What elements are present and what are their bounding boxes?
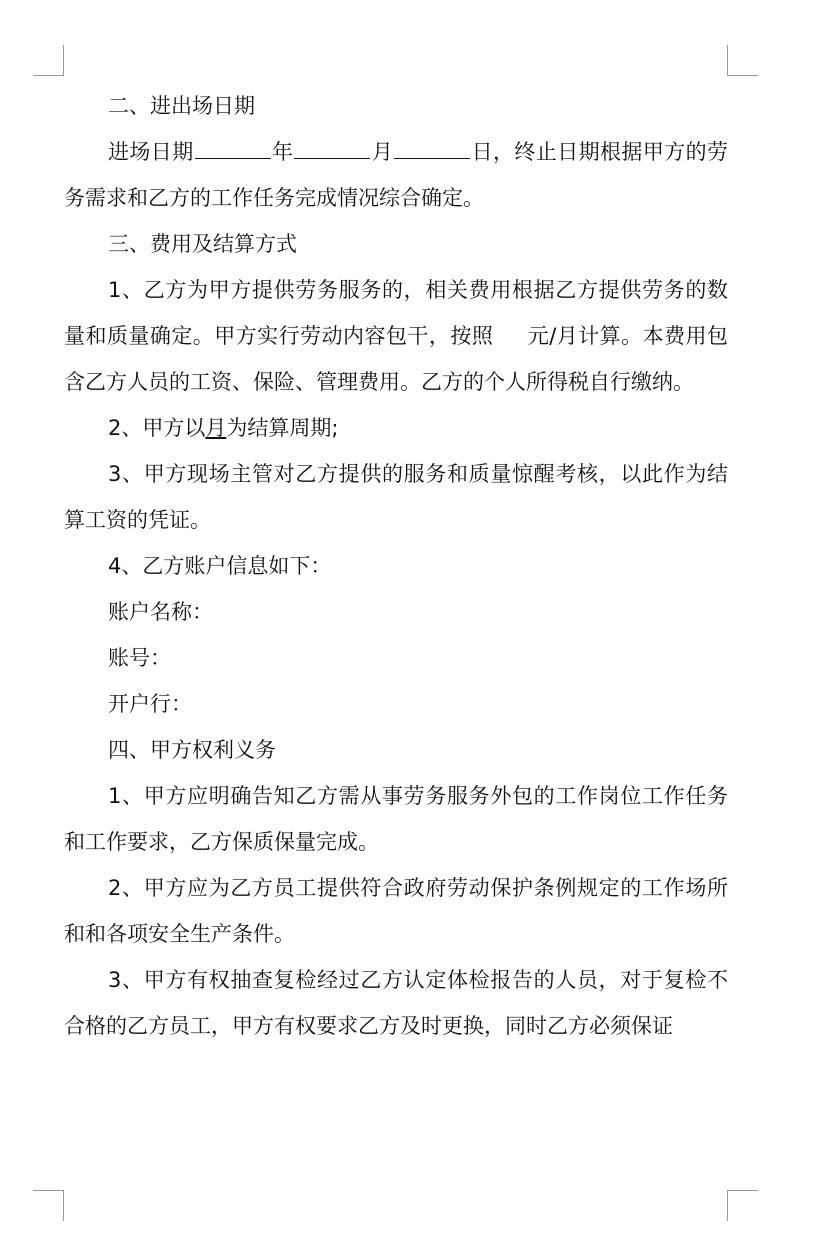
month-label: 月 (371, 140, 394, 164)
fee-text-a: 1、乙方为甲方提供劳务服务的，相关费用根据乙方提供劳务的数量和质量确定。甲方实行劳动内容包干，按照 (64, 278, 728, 348)
bank-line: 开户行： (108, 692, 192, 716)
settlement-cycle-paragraph (64, 405, 728, 451)
document-body (64, 83, 728, 1049)
month-blank (294, 138, 370, 159)
year-label: 年 (271, 140, 294, 164)
settlement-month: 月 (205, 416, 227, 440)
account-name-line: 账户名称： (108, 600, 213, 624)
section-2-heading: 二、进出场日期 (108, 94, 255, 118)
settlement-text-b: 为结算周期; (226, 416, 339, 440)
section-3-heading: 三、费用及结算方式 (108, 232, 297, 256)
year-blank (195, 138, 271, 159)
party-a-duty-1: 1、甲方应明确告知乙方需从事劳务服务外包的工作岗位工作任务和工作要求，乙方保质保量完成。 (64, 784, 728, 854)
entry-date-paragraph (64, 129, 728, 221)
day-blank (394, 138, 470, 159)
assessment-paragraph: 3、甲方现场主管对乙方提供的服务和质量惊醒考核，以此作为结算工资的凭证。 (64, 462, 728, 532)
entry-date-label: 进场日期 (108, 140, 194, 164)
crop-mark-top-right (727, 45, 758, 76)
party-a-duty-2: 2、甲方应为乙方员工提供符合政府劳动保护条例规定的工作场所和和各项安全生产条件。 (64, 876, 728, 946)
fee-text-b: 元/月计算。本费用包含乙方人员的工资、保险、管理费用。乙方的个人所得税自行缴纳。 (64, 324, 728, 394)
section-4-heading: 四、甲方权利义务 (108, 738, 276, 762)
party-a-duty-3: 3、甲方有权抽查复检经过乙方认定体检报告的人员，对于复检不合格的乙方员工，甲方有权要求乙方及时更换，同时乙方必须保证 (64, 968, 728, 1038)
settlement-text-a: 2、甲方以 (108, 416, 206, 440)
fee-paragraph (64, 267, 728, 405)
crop-mark-bottom-right (727, 1190, 758, 1221)
account-number-line: 账号： (108, 646, 171, 670)
crop-mark-top-left (33, 45, 64, 76)
crop-mark-bottom-left (33, 1190, 64, 1221)
day-rest-text: 日，终止日期根据甲方的劳务需求和乙方的工作任务完成情况综合确定。 (64, 140, 729, 210)
account-info-paragraph: 4、乙方账户信息如下： (108, 554, 332, 578)
